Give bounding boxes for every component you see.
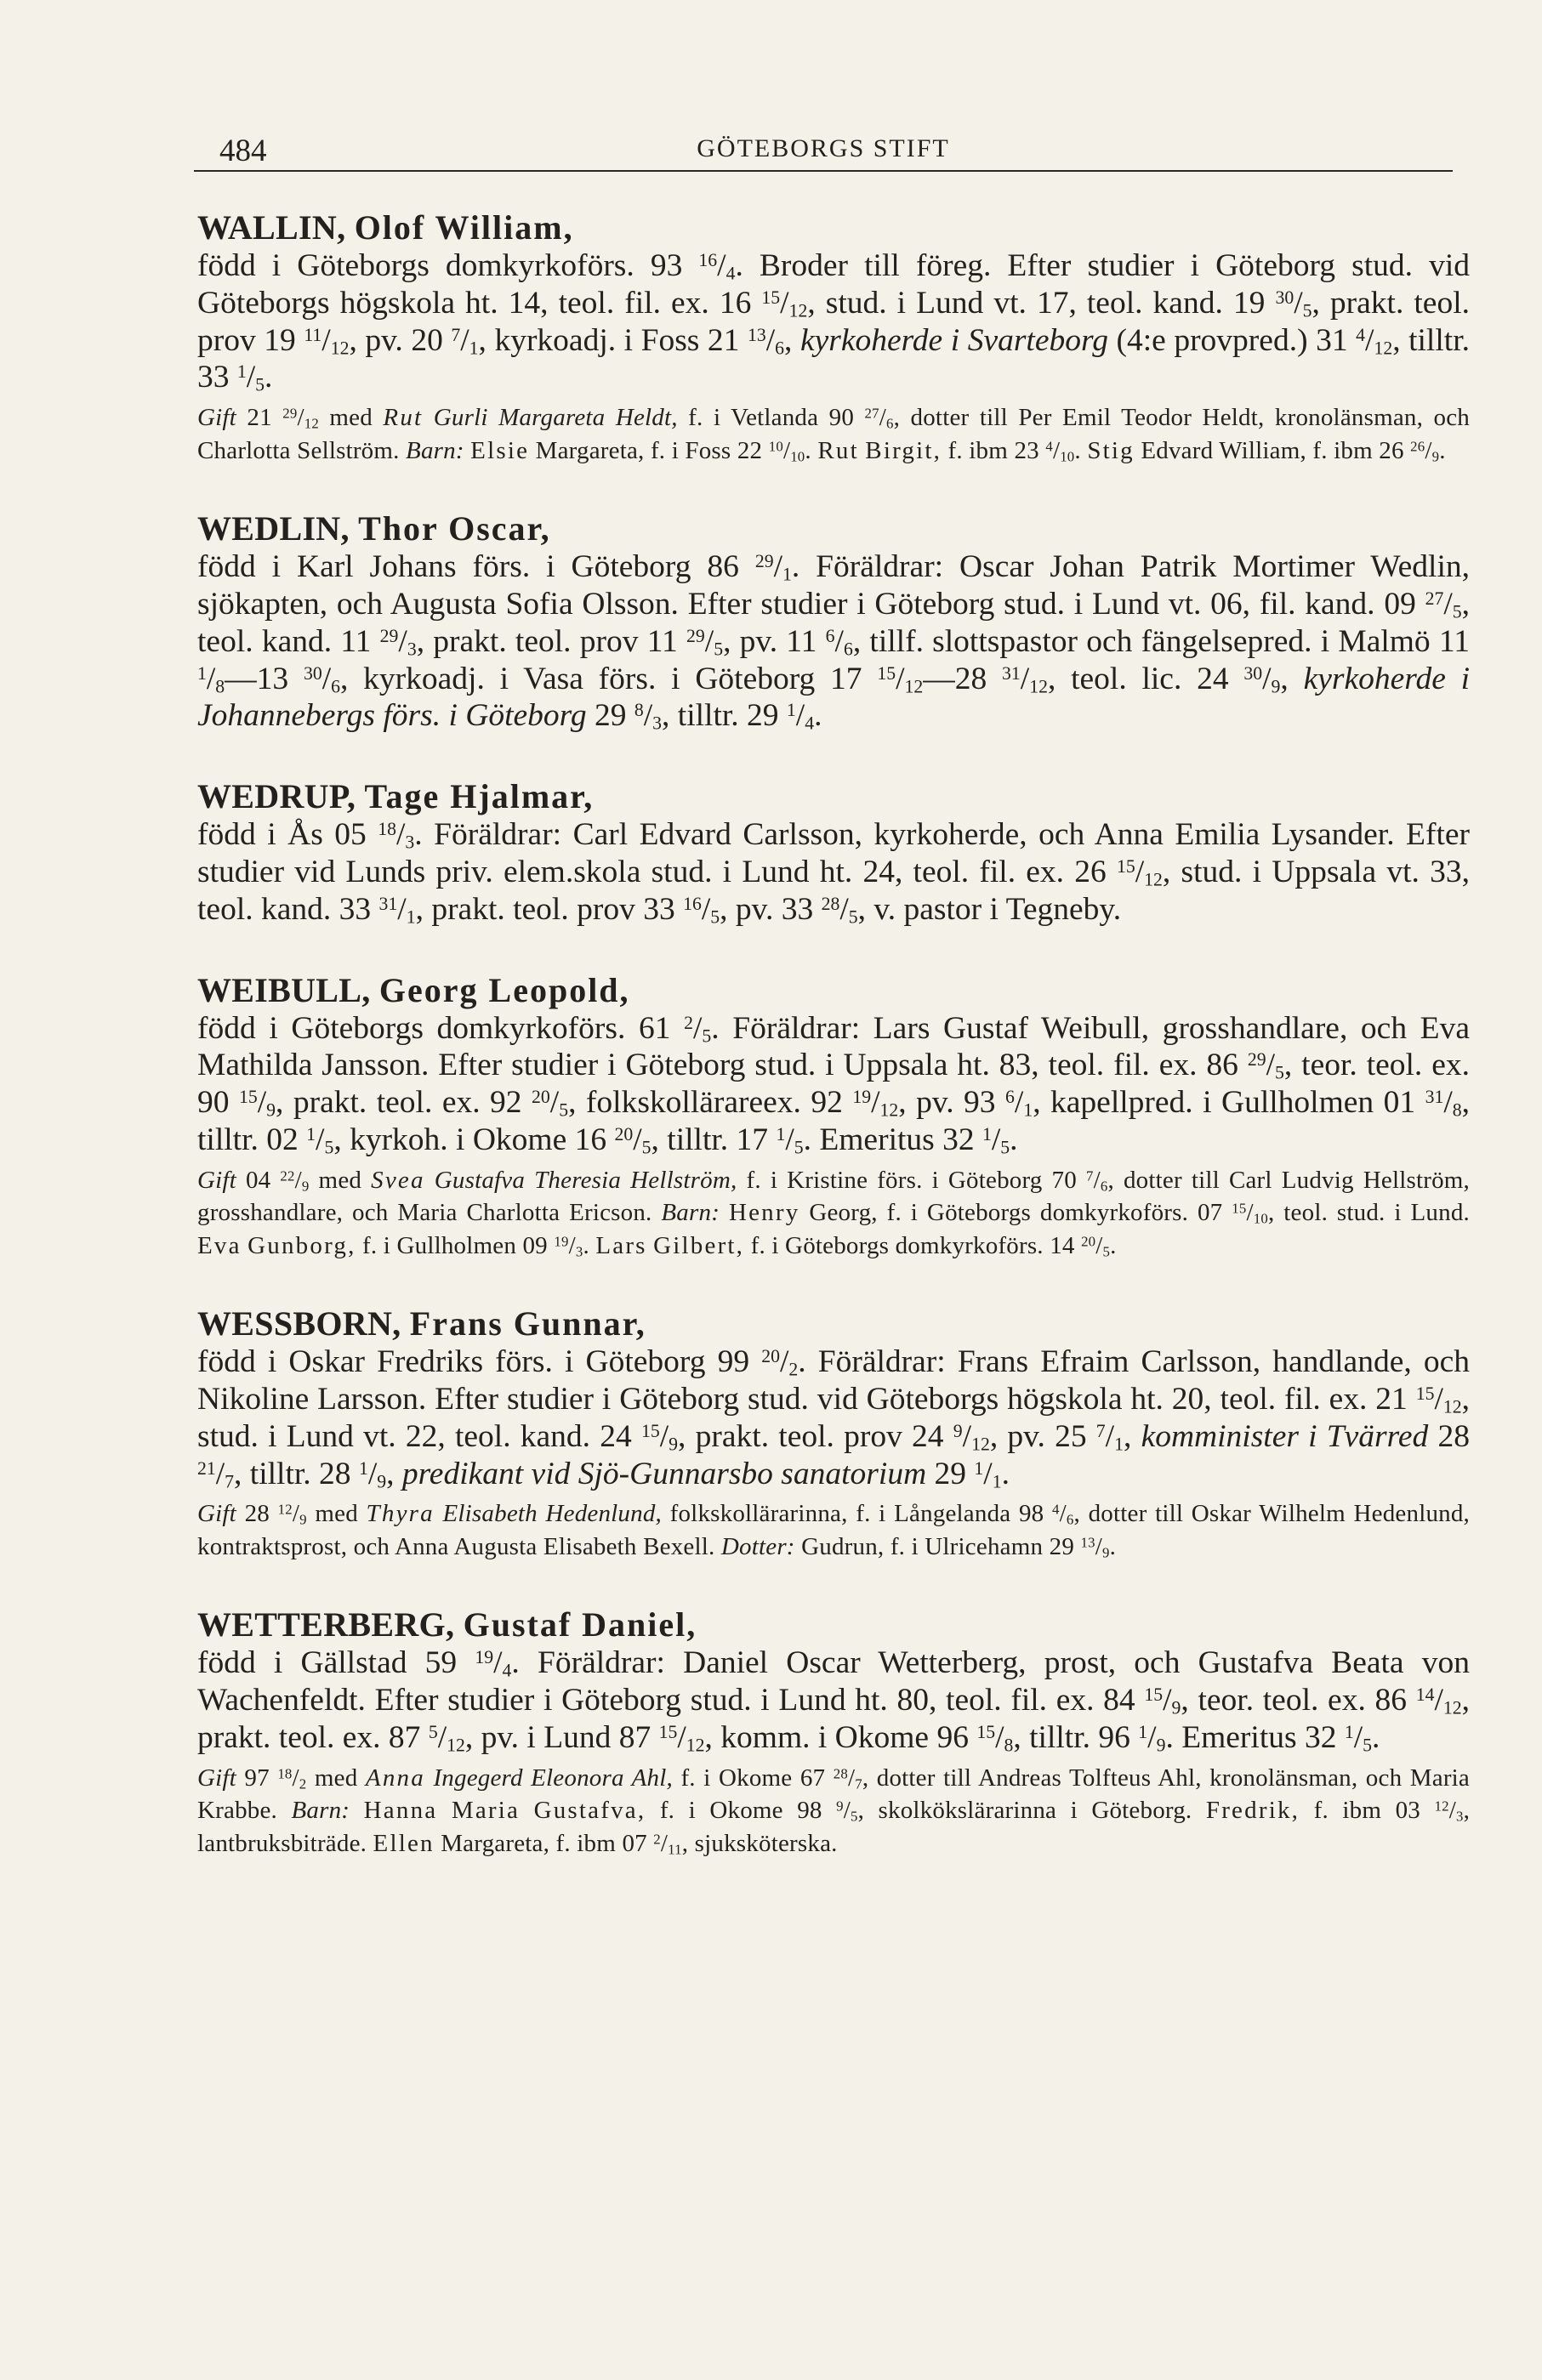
entry-surname: WEDRUP,: [197, 777, 356, 816]
entry-given-names: Georg Leopold,: [378, 970, 630, 1009]
running-title: GÖTEBORGS STIFT: [697, 134, 950, 162]
entry-biography: född i Gällstad 59 $^{19}/_4$. Föräldrar: Daniel Oscar Wetterberg, prost, och Gustafva Beata von Wachenfeldt. Efter studier i Göteborg stud. i Lund ht. 80, teol. fil. ex. 84 $^{15}/_9$, teor. teol. ex. 86 $^{14}/_{12}$, prakt. teol. ex. 87 $^5/_{12}$, pv. i Lund 87 $^{15}/_{12}$, komm. i Okome 96 $^{15}/_8$, tilltr. 96 $^1/_9$. Emeritus 32 $^1/_5$.: [197, 1645, 1470, 1756]
entry-given-names: Tage Hjalmar,: [364, 777, 595, 816]
entry-name: [197, 208, 1470, 247]
entry: [197, 971, 1470, 1263]
entry-name: [197, 971, 1470, 1010]
entry-family: Gift 21 $^{29}/_{12}$ med Rut Gurli Margareta Heldt, f. i Vetlanda 90 $^{27}/_6$, dotter till Per Emil Teodor Heldt, kronolänsman, och Charlotta Sellström. Barn: Elsie Margareta, f. i Foss 22 $^{10}/_{10}$. Rut Birgit, f. ibm 23 $^4/_{10}$. Stig Edvard William, f. ibm 26 $^{26}/_9$.: [197, 404, 1470, 465]
entry-name: [197, 777, 1470, 816]
entry-biography: född i Ås 05 $^{18}/_3$. Föräldrar: Carl Edvard Carlsson, kyrkoherde, och Anna Emilia Lysander. Efter studier vid Lunds priv. elem.skola stud. i Lund ht. 24, teol. fil. ex. 26 $^{15}/_{12}$, stud. i Uppsala vt. 33, teol. kand. 33 $^{31}/_1$, prakt. teol. prov 33 $^{16}/_5$, pv. 33 $^{28}/_5$, v. pastor i Tegneby.: [197, 817, 1470, 928]
entry-given-names: Frans Gunnar,: [409, 1304, 646, 1343]
entry-surname: WEIBULL,: [197, 970, 371, 1009]
entry-biography: född i Göteborgs domkyrkoförs. 61 $^2/_5$. Föräldrar: Lars Gustaf Weibull, grosshandlare, och Eva Mathilda Jansson. Efter studier i Göteborg stud. i Uppsala ht. 83, teol. fil. ex. 86 $^{29}/_5$, teor. teol. ex. 90 $^{15}/_9$, prakt. teol. ex. 92 $^{20}/_5$, folkskollärareex. 92 $^{19}/_{12}$, pv. 93 $^6/_1$, kapellpred. i Gullholmen 01 $^{31}/_8$, tilltr. 02 $^1/_5$, kyrkoh. i Okome 16 $^{20}/_5$, tilltr. 17 $^1/_5$. Emeritus 32 $^1/_5$.: [197, 1010, 1471, 1158]
entry-biography: född i Oskar Fredriks förs. i Göteborg 99 $^{20}/_2$. Föräldrar: Frans Efraim Carlsson, handlande, och Nikoline Larsson. Efter studier i Göteborg stud. vid Göteborgs högskola ht. 20, teol. fil. ex. 21 $^{15}/_{12}$, stud. i Lund vt. 22, teol. kand. 24 $^{15}/_9$, prakt. teol. prov 24 $^9/_{12}$, pv. 25 $^7/_1$, komminister i Tvärred 28 $^{21}/_7$, tilltr. 28 $^1/_9$, predikant vid Sjö-Gunnarsbo sanatorium 29 $^1/_1$.: [197, 1344, 1470, 1491]
entry-family: Gift 04 $^{22}/_9$ med Svea Gustafva Theresia Hellström, f. i Kristine förs. i Göteborg 70 $^7/_6$, dotter till Carl Ludvig Hellström, grosshandlare, och Maria Charlotta Ericson. Barn: Henry Georg, f. i Göteborgs domkyrkoförs. 07 $^{15}/_{10}$, teol. stud. i Lund. Eva Gunborg, f. i Gullholmen 09 $^{19}/_3$. Lars Gilbert, f. i Göteborgs domkyrkoförs. 14 $^{20}/_5$.: [197, 1166, 1470, 1260]
page-header: [194, 126, 1453, 172]
entries-list: [197, 208, 1470, 1902]
entry: [197, 777, 1470, 928]
entry-family: Gift 97 $^{18}/_2$ med Anna Ingegerd Eleonora Ahl, f. i Okome 67 $^{28}/_7$, dotter till Andreas Tolfteus Ahl, kronolänsman, och Maria Krabbe. Barn: Hanna Maria Gustafva, f. i Okome 98 $^9/_5$, skolkökslärarinna i Göteborg. Fredrik, f. ibm 03 $^{12}/_3$, lantbruksbiträde. Ellen Margareta, f. ibm 07 $^2/_{11}$, sjuksköterska.: [197, 1764, 1471, 1858]
entry-surname: WALLIN,: [197, 208, 346, 247]
page-number: 484: [219, 133, 267, 168]
entry-surname: WEDLIN,: [197, 509, 350, 548]
entry-name: [197, 1605, 1470, 1644]
entry: [197, 208, 1470, 467]
entry-biography: född i Göteborgs domkyrkoförs. 93 $^{16}/_4$. Broder till föreg. Efter studier i Göteborg stud. vid Göteborgs högskola ht. 14, teol. fil. ex. 16 $^{15}/_{12}$, stud. i Lund vt. 17, teol. kand. 19 $^{30}/_5$, prakt. teol. prov 19 $^{11}/_{12}$, pv. 20 $^7/_1$, kyrkoadj. i Foss 21 $^{13}/_6$, kyrkoherde i Svarteborg (4:e provpred.) 31 $^4/_{12}$, tilltr. 33 $^1/_5$.: [197, 248, 1470, 395]
entry-biography: född i Karl Johans förs. i Göteborg 86 $^{29}/_1$. Föräldrar: Oscar Johan Patrik Mortimer Wedlin, sjökapten, och Augusta Sofia Olsson. Efter studier i Göteborg stud. i Lund vt. 06, fil. kand. 09 $^{27}/_5$, teol. kand. 11 $^{29}/_3$, prakt. teol. prov 11 $^{29}/_5$, pv. 11 $^6/_6$, tillf. slottspastor och fängelsepred. i Malmö 11 $^1/_8—13$ $^{30}/_6$, kyrkoadj. i Vasa förs. i Göteborg 17 $^{15}/_{12}—28$ $^{31}/_{12}$, teol. lic. 24 $^{30}/_9$, kyrkoherde i Johannebergs förs. i Göteborg 29 $^8/_3$, tilltr. 29 $^1/_4$.: [197, 549, 1471, 734]
entry: [197, 1304, 1470, 1563]
entry: [197, 1605, 1470, 1860]
entry-name: [197, 1304, 1470, 1343]
entry-given-names: Olof William,: [354, 208, 574, 247]
entry-surname: WESSBORN,: [197, 1304, 401, 1343]
entry-surname: WETTERBERG,: [197, 1605, 455, 1644]
entry-family: Gift 28 $^{12}/_9$ med Thyra Elisabeth Hedenlund, folkskollärarinna, f. i Långelanda 98 $^4/_6$, dotter till Oskar Wilhelm Hedenlund, kontraktsprost, och Anna Augusta Elisabeth Bexell. Dotter: Gudrun, f. i Ulricehamn 29 $^{13}/_9$.: [197, 1500, 1470, 1561]
entry-given-names: Thor Oscar,: [358, 509, 551, 548]
entry-given-names: Gustaf Daniel,: [463, 1605, 697, 1644]
entry: [197, 509, 1470, 735]
entry-name: [197, 509, 1470, 548]
